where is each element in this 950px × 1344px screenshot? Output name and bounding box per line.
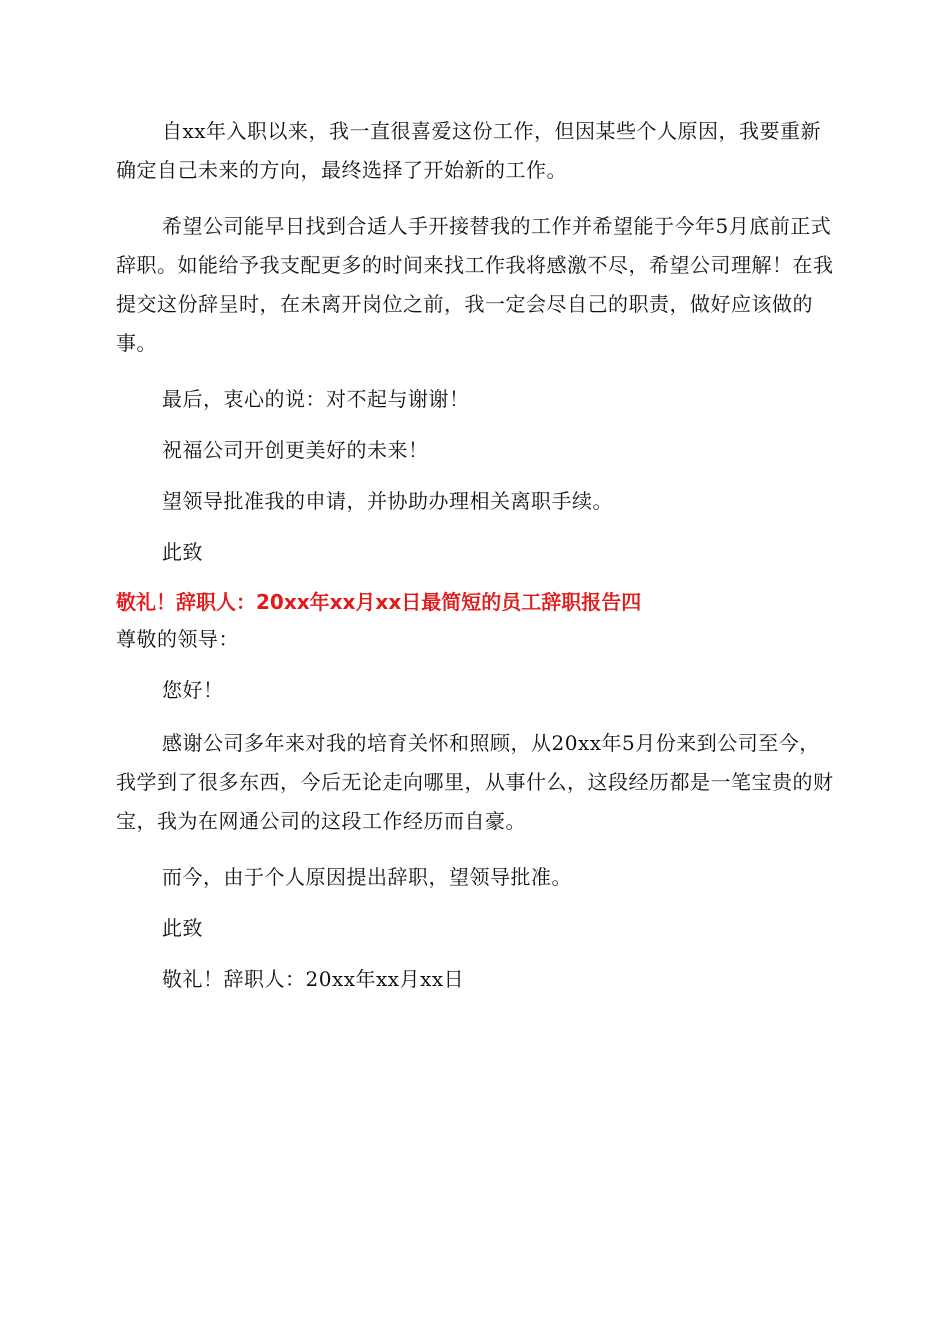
salutation: 尊敬的领导： xyxy=(116,627,239,651)
paragraph-reason: 而今，由于个人原因提出辞职，望领导批准。 xyxy=(162,865,572,889)
paragraph-closing-2: 此致 xyxy=(162,916,203,940)
paragraph-blessing: 祝福公司开创更美好的未来！ xyxy=(162,438,429,462)
paragraph-gratitude: 感谢公司多年来对我的培育关怀和照顾，从20xx年5月份来到公司至今，我学到了很多东西，今后无论走向哪里，从事什么，这段经历都是一笔宝贵的财宝，我为在网通公司的这段工作经历而自豪。 xyxy=(116,731,834,833)
greeting: 您好！ xyxy=(162,678,224,702)
paragraph-thanks: 最后，衷心的说：对不起与谢谢！ xyxy=(162,387,470,411)
section-heading: 敬礼！辞职人：20xx年xx月xx日最简短的员工辞职报告四 xyxy=(116,590,642,614)
paragraph-job-reason: 自xx年入职以来，我一直很喜爱这份工作，但因某些个人原因，我要重新确定自己未来的方向，最终选择了开始新的工作。 xyxy=(116,119,822,182)
document-body xyxy=(116,112,836,1016)
paragraph-resignation-request: 希望公司能早日找到合适人手开接替我的工作并希望能于今年5月底前正式辞职。如能给予我支配更多的时间来找工作我将感激不尽，希望公司理解！在我提交这份辞呈时，在未离开岗位之前，我一定会尽自己的职责，做好应该做的事。 xyxy=(116,214,834,355)
paragraph-approval-request: 望领导批准我的申请，并协助办理相关离职手续。 xyxy=(162,489,613,513)
paragraph-signature: 敬礼！辞职人：20xx年xx月xx日 xyxy=(162,967,465,991)
paragraph-closing-1: 此致 xyxy=(162,540,203,564)
